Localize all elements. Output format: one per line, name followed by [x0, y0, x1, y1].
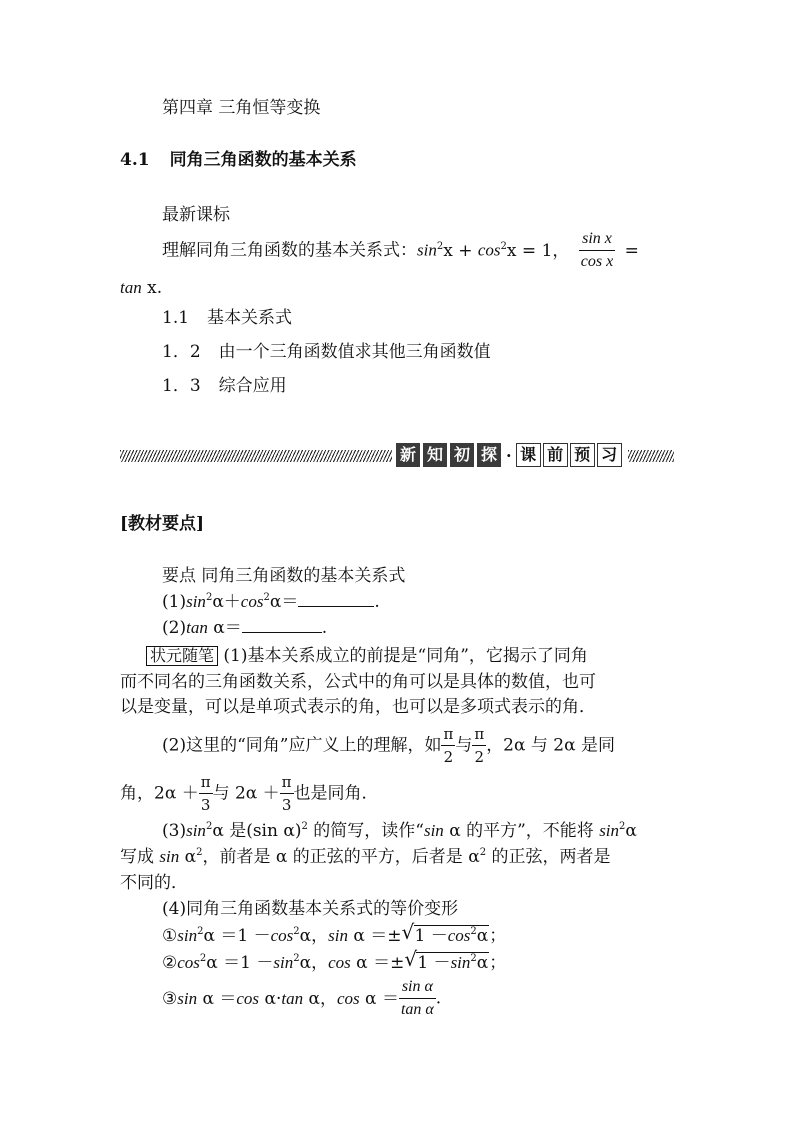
answer-blank-1[interactable] — [298, 592, 374, 607]
banner-separator: · — [506, 445, 512, 465]
t: 1 － — [414, 926, 448, 946]
note-3-line-b — [120, 846, 610, 868]
note-text: 角，2α ＋ — [120, 783, 199, 804]
item-text: 基本关系式 — [207, 308, 293, 328]
t: α — [476, 953, 489, 973]
fraction-denominator: cos x — [579, 250, 615, 273]
formula-x: x — [506, 240, 517, 261]
standards-item-1 — [162, 307, 292, 329]
fraction-denominator: 2 — [441, 745, 455, 768]
sin-word: sin — [186, 592, 206, 611]
fraction-denominator: 3 — [280, 793, 294, 816]
sin-over-cos-fraction — [579, 228, 615, 273]
answer-blank-2[interactable] — [242, 618, 322, 633]
formula-x: x — [443, 240, 453, 261]
point-title: 要点 同角三角函数的基本关系式 — [162, 566, 406, 586]
t: α， — [303, 988, 337, 1009]
sup: 2 — [199, 953, 207, 964]
cos-word: cos — [336, 988, 360, 1008]
note-text: (2)这里的“同角”应广义上的理解，如 — [162, 735, 442, 756]
t: ； — [489, 953, 507, 973]
t: α ＝ — [197, 988, 237, 1009]
note-text: 也是同角． — [293, 783, 379, 804]
sup: 2 — [619, 821, 626, 832]
standards-item-2 — [162, 341, 491, 363]
sup: 2 — [196, 847, 203, 858]
sin-word: sin — [273, 953, 294, 972]
sup: 2 — [293, 926, 300, 937]
square-root — [404, 947, 489, 974]
sup: 2 — [205, 821, 213, 832]
t: ② — [162, 953, 178, 973]
mid: α＋ — [212, 592, 241, 612]
t: 写成 — [120, 847, 160, 867]
end: α＝ — [269, 592, 299, 612]
sup: 2 — [205, 592, 213, 603]
t: α ＝± — [347, 926, 402, 946]
pi-over-3-fraction — [280, 771, 294, 816]
item-number: 1.1 — [162, 308, 190, 328]
t: α — [179, 847, 197, 867]
formula-line-2 — [162, 947, 507, 974]
formula-cos: cos — [477, 240, 501, 260]
note-text: 与 2α ＋ — [212, 783, 280, 804]
sin-word: sin — [450, 953, 471, 972]
fraction-numerator: sin α — [401, 978, 433, 995]
t: α 的平方”，不能将 — [443, 821, 600, 841]
fraction-numerator: π — [474, 725, 485, 743]
point-line-2 — [162, 617, 327, 639]
note-1-line-a — [146, 645, 588, 667]
t: 的简写，读作“ — [307, 821, 424, 841]
cos-word: cos — [236, 988, 260, 1008]
sin-word: sin — [599, 821, 620, 840]
t: ； — [489, 926, 507, 946]
note-3-line-c: 不同的． — [120, 873, 188, 893]
t: α ＝ — [359, 988, 399, 1009]
note-text: (1)基本关系成立的前提是“同角”，它揭示了同角 — [218, 646, 588, 666]
period: . — [374, 592, 380, 612]
t: ① — [162, 926, 178, 946]
point-line-1 — [162, 591, 380, 613]
sup: 2 — [500, 240, 507, 252]
sin-word: sin — [328, 926, 348, 945]
t: α， — [299, 926, 329, 946]
cos-word: cos — [270, 926, 294, 945]
standards-tail-line — [120, 277, 162, 299]
sqrt-sign: √ — [401, 920, 415, 944]
banner-char: 新 — [396, 443, 420, 467]
banner-label — [396, 441, 624, 469]
tan-word: tan — [120, 278, 142, 297]
sin-word: sin — [159, 847, 180, 866]
formula-line-1 — [162, 920, 507, 947]
item-number: 1．2 — [162, 342, 201, 362]
banner-char: 探 — [477, 443, 501, 467]
standards-item-3 — [162, 375, 287, 397]
sin-word: sin — [177, 988, 198, 1008]
t: ，前者是 α 的正弦的平方，后者是 α — [202, 847, 480, 867]
sup: 2 — [470, 926, 477, 937]
t: α 是(sin α) — [212, 821, 302, 841]
sup: 2 — [479, 847, 487, 858]
sup: 2 — [263, 592, 270, 603]
textbook-heading: [教材要点] — [120, 514, 205, 534]
banner-char: 知 — [423, 443, 447, 467]
sup: 2 — [436, 240, 444, 252]
note-1-line-c: 以是变量，可以是单项式表示的角，也可以是多项式表示的角． — [120, 697, 596, 717]
banner-char: 习 — [597, 443, 622, 467]
section-number: 4.1 — [120, 150, 150, 170]
fraction-numerator: sin x — [582, 230, 612, 247]
sin-word: sin — [423, 821, 444, 840]
equals-sign: = — [624, 240, 639, 261]
prefix: (2) — [162, 618, 187, 638]
sin-word: sin — [177, 926, 198, 945]
fraction-numerator: π — [443, 725, 454, 743]
t: α — [625, 821, 637, 841]
note-2-line-a — [162, 723, 615, 769]
section-heading — [120, 149, 357, 171]
tail-x: x. — [141, 278, 163, 298]
t: (3) — [162, 821, 187, 841]
sup: 2 — [293, 953, 300, 964]
t: α — [476, 926, 489, 946]
section-title: 同角三角函数的基本关系 — [169, 150, 357, 170]
fraction-numerator: π — [200, 773, 211, 791]
standards-intro-line: 理解同角三角函数的基本关系式：$\sin^2x + \cos^2x = 1$， $\frac{\text{sin x}}{\text{cos x}}$ = — [162, 228, 639, 276]
fraction-denominator: 2 — [472, 745, 486, 768]
t: 的正弦，两者是 — [486, 847, 611, 867]
t: α· — [259, 988, 282, 1009]
t: ③ — [162, 988, 178, 1009]
yu: 与 — [455, 735, 473, 756]
period: . — [321, 618, 328, 638]
square-root — [401, 920, 490, 947]
banner-char: 预 — [570, 443, 595, 467]
sup: 2 — [301, 821, 308, 832]
item-text: 由一个三角函数值求其他三角函数值 — [218, 342, 491, 362]
fraction-denominator: 3 — [199, 793, 213, 816]
formula-line-3 — [162, 976, 441, 1024]
note-1-line-b: 而不同名的三角函数关系，公式中的角可以是具体的数值，也可 — [120, 672, 596, 692]
pi-over-3-fraction — [199, 771, 213, 816]
pi-over-2-fraction — [472, 723, 486, 768]
banner-char: 课 — [516, 443, 541, 467]
cos-word: cos — [240, 592, 264, 611]
fraction-denominator: tan α — [399, 998, 436, 1021]
t: 1 － — [417, 953, 451, 973]
sup: 2 — [470, 953, 477, 964]
banner-char: 前 — [543, 443, 568, 467]
tan-word: tan — [186, 618, 208, 637]
scholar-note-tag: 状元随笔 — [146, 646, 218, 666]
tan-word: tan — [281, 988, 304, 1008]
cos-word: cos — [177, 953, 200, 972]
formula-eq: = 1， — [516, 240, 570, 261]
banner-rule-right — [628, 450, 674, 462]
note-3-line-a — [162, 820, 637, 842]
end: α＝ — [207, 618, 242, 638]
t: α ＝1 － — [206, 953, 274, 973]
t: α ＝1 － — [203, 926, 271, 946]
sin-word: sin — [186, 821, 206, 840]
note-text: ，2α 与 2α 是同 — [486, 735, 615, 756]
sqrt-sign: √ — [404, 947, 418, 971]
standards-heading: 最新课标 — [162, 205, 230, 225]
t: α ＝± — [350, 953, 405, 973]
fraction-numerator: π — [281, 773, 292, 791]
prefix: (1) — [162, 592, 187, 612]
sin-over-tan-fraction — [399, 976, 436, 1021]
sup: 2 — [197, 926, 204, 937]
formula-sin: sin — [417, 240, 437, 260]
cos-word: cos — [447, 926, 471, 945]
chapter-title: 第四章 三角恒等变换 — [162, 98, 321, 118]
banner-char: 初 — [450, 443, 474, 467]
intro-text: 理解同角三角函数的基本关系式： — [162, 240, 417, 261]
note-2-line-b — [120, 771, 379, 817]
item-text: 综合应用 — [218, 376, 287, 396]
pi-over-2-fraction — [441, 723, 455, 768]
cos-word: cos — [328, 953, 351, 972]
t: . — [435, 988, 442, 1009]
banner-rule-left — [120, 450, 392, 462]
note-4-title: (4)同角三角函数基本关系式的等价变形 — [162, 899, 459, 919]
item-number: 1．3 — [162, 376, 201, 396]
t: α， — [299, 953, 329, 973]
